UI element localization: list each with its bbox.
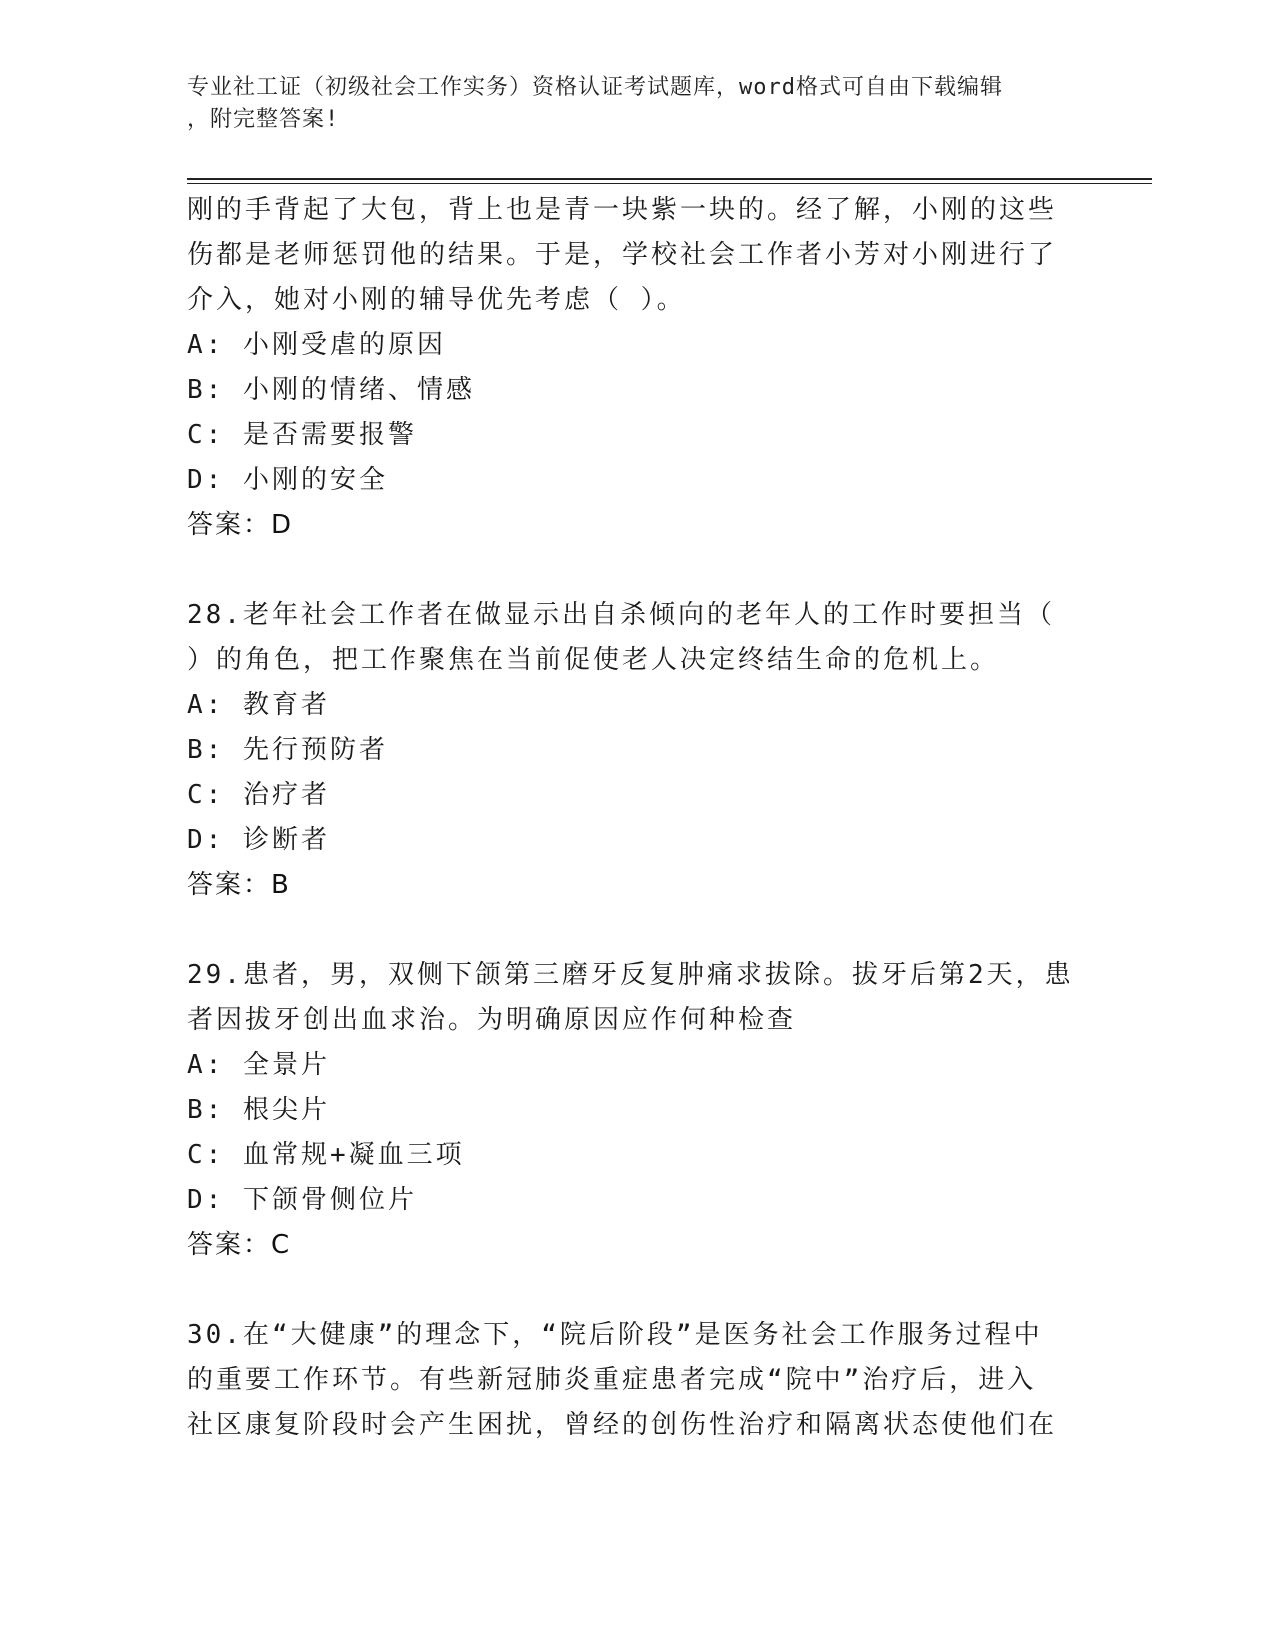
spacer — [187, 908, 1067, 953]
question-28-option-c: C: 治疗者 — [187, 780, 330, 810]
question-27-option-b: B: 小刚的情绪、情感 — [187, 375, 475, 405]
question-27-answer: 答案：D — [187, 510, 294, 540]
question-27 — [187, 188, 1067, 548]
question-27-text-line-2: 伤都是老师惩罚他的结果。于是，学校社会工作者小芳对小刚进行了 — [187, 240, 1058, 270]
question-28-option-b: B: 先行预防者 — [187, 735, 388, 765]
header-title-line-1: 专业社工证（初级社会工作实务）资格认证考试题库，word格式可自由下载编辑 — [187, 75, 1003, 100]
question-27-text-line-1: 刚的手背起了大包，背上也是青一块紫一块的。经了解，小刚的这些 — [187, 195, 1058, 225]
question-27-option-a: A: 小刚受虐的原因 — [187, 330, 446, 360]
question-29-option-c: C: 血常规+凝血三项 — [187, 1140, 465, 1170]
question-29-answer: 答案：C — [187, 1230, 292, 1260]
header-rule-thick — [187, 178, 1152, 180]
question-29-option-a: A: 全景片 — [187, 1050, 330, 1080]
header-title-line-2: ，附完整答案! — [187, 107, 340, 132]
question-27-option-c: C: 是否需要报警 — [187, 420, 417, 450]
question-28-text-line-1: 28.老年社会工作者在做显示出自杀倾向的老年人的工作时要担当（ — [187, 600, 1055, 630]
spacer — [187, 548, 1067, 593]
question-29-text-line-2: 者因拔牙创出血求治。为明确原因应作何种检查 — [187, 1005, 797, 1035]
question-30-text-line-2: 的重要工作环节。有些新冠肺炎重症患者完成“院中”治疗后，进入 — [187, 1365, 1037, 1395]
spacer — [187, 1268, 1067, 1313]
question-27-text-line-3: 介入，她对小刚的辅导优先考虑（ ）。 — [187, 285, 686, 315]
question-28-option-d: D: 诊断者 — [187, 825, 330, 855]
question-30-text-line-3: 社区康复阶段时会产生困扰，曾经的创伤性治疗和隔离状态使他们在 — [187, 1410, 1058, 1440]
question-30-text-line-1: 30.在“大健康”的理念下，“院后阶段”是医务社会工作服务过程中 — [187, 1320, 1043, 1350]
question-29-option-b: B: 根尖片 — [187, 1095, 330, 1125]
question-30 — [187, 1313, 1067, 1448]
question-28-answer: 答案：B — [187, 870, 291, 900]
question-29-option-d: D: 下颌骨侧位片 — [187, 1185, 417, 1215]
header-rule-thin — [187, 183, 1152, 184]
document-header — [187, 72, 1067, 136]
document-body — [187, 188, 1074, 1448]
question-29-text-line-1: 29.患者，男，双侧下颌第三磨牙反复肿痛求拔除。拔牙后第2天，患 — [187, 960, 1074, 990]
question-28-option-a: A: 教育者 — [187, 690, 330, 720]
question-29 — [187, 953, 1074, 1268]
question-28 — [187, 593, 1067, 908]
question-28-text-line-2: ）的角色，把工作聚焦在当前促使老人决定终结生命的危机上。 — [187, 645, 1000, 675]
question-27-option-d: D: 小刚的安全 — [187, 465, 388, 495]
